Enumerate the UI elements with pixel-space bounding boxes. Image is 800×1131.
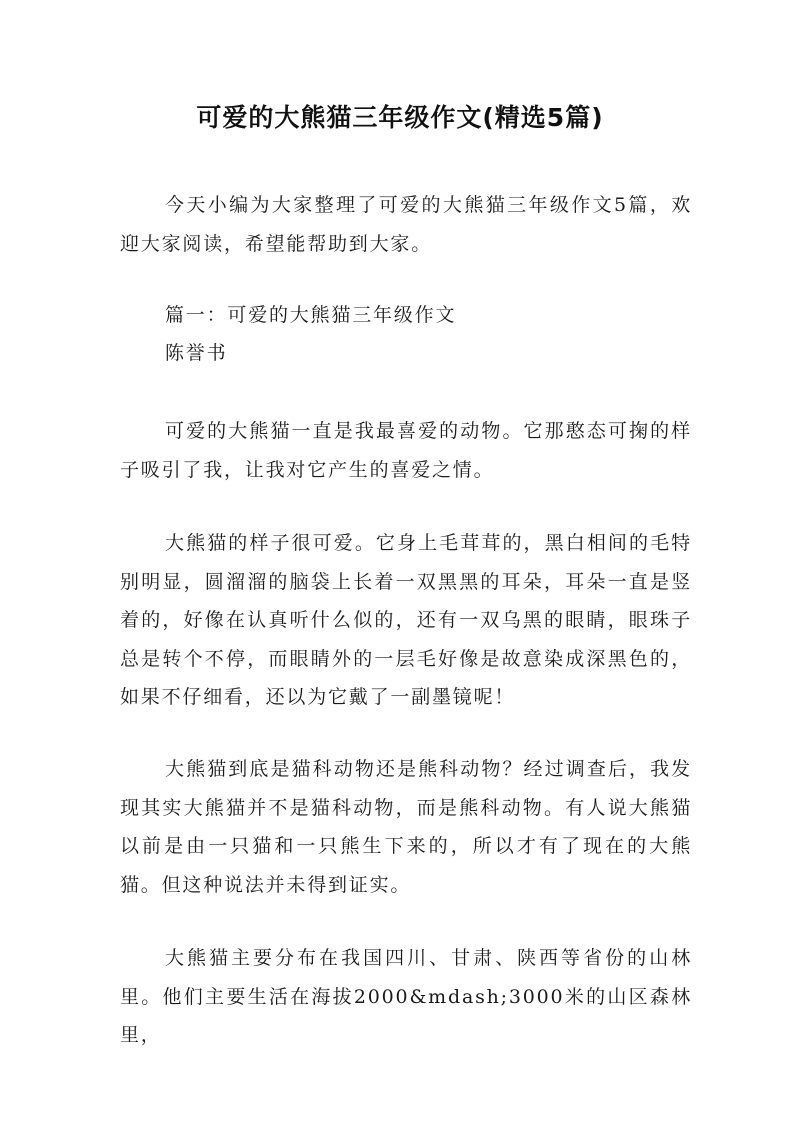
- body-paragraph: 大熊猫到底是猫科动物还是熊科动物？经过调查后，我发现其实大熊猫并不是猫科动物，而是熊科动物。有人说大熊猫以前是由一只猫和一只熊生下来的，所以才有了现在的大熊猫。但这种说法并未得到证实。: [120, 758, 692, 896]
- author-name: 陈誉书: [165, 342, 228, 364]
- body-paragraph: 大熊猫的样子很可爱。它身上毛茸茸的，黑白相间的毛特别明显，圆溜溜的脑袋上长着一双黑黑的耳朵，耳朵一直是竖着的，好像在认真听什么似的，还有一双乌黑的眼睛，眼珠子总是转个不停，而眼睛外的一层毛好像是故意染成深黑色的，如果不仔细看，还以为它戴了一副墨镜呢！: [120, 532, 692, 709]
- intro-paragraph: 今天小编为大家整理了可爱的大熊猫三年级作文5篇，欢迎大家阅读，希望能帮助到大家。: [120, 194, 692, 255]
- section-heading: 篇一：可爱的大熊猫三年级作文: [165, 304, 457, 326]
- body-paragraph: 大熊猫主要分布在我国四川、甘肃、陕西等省份的山林里。他们主要生活在海拔2000&mdash;3000米的山区森林里，: [120, 947, 692, 1047]
- document-title: 可爱的大熊猫三年级作文(精选5篇): [196, 103, 604, 132]
- body-paragraph: 可爱的大熊猫一直是我最喜爱的动物。它那憨态可掬的样子吸引了我，让我对它产生的喜爱之情。: [120, 420, 692, 481]
